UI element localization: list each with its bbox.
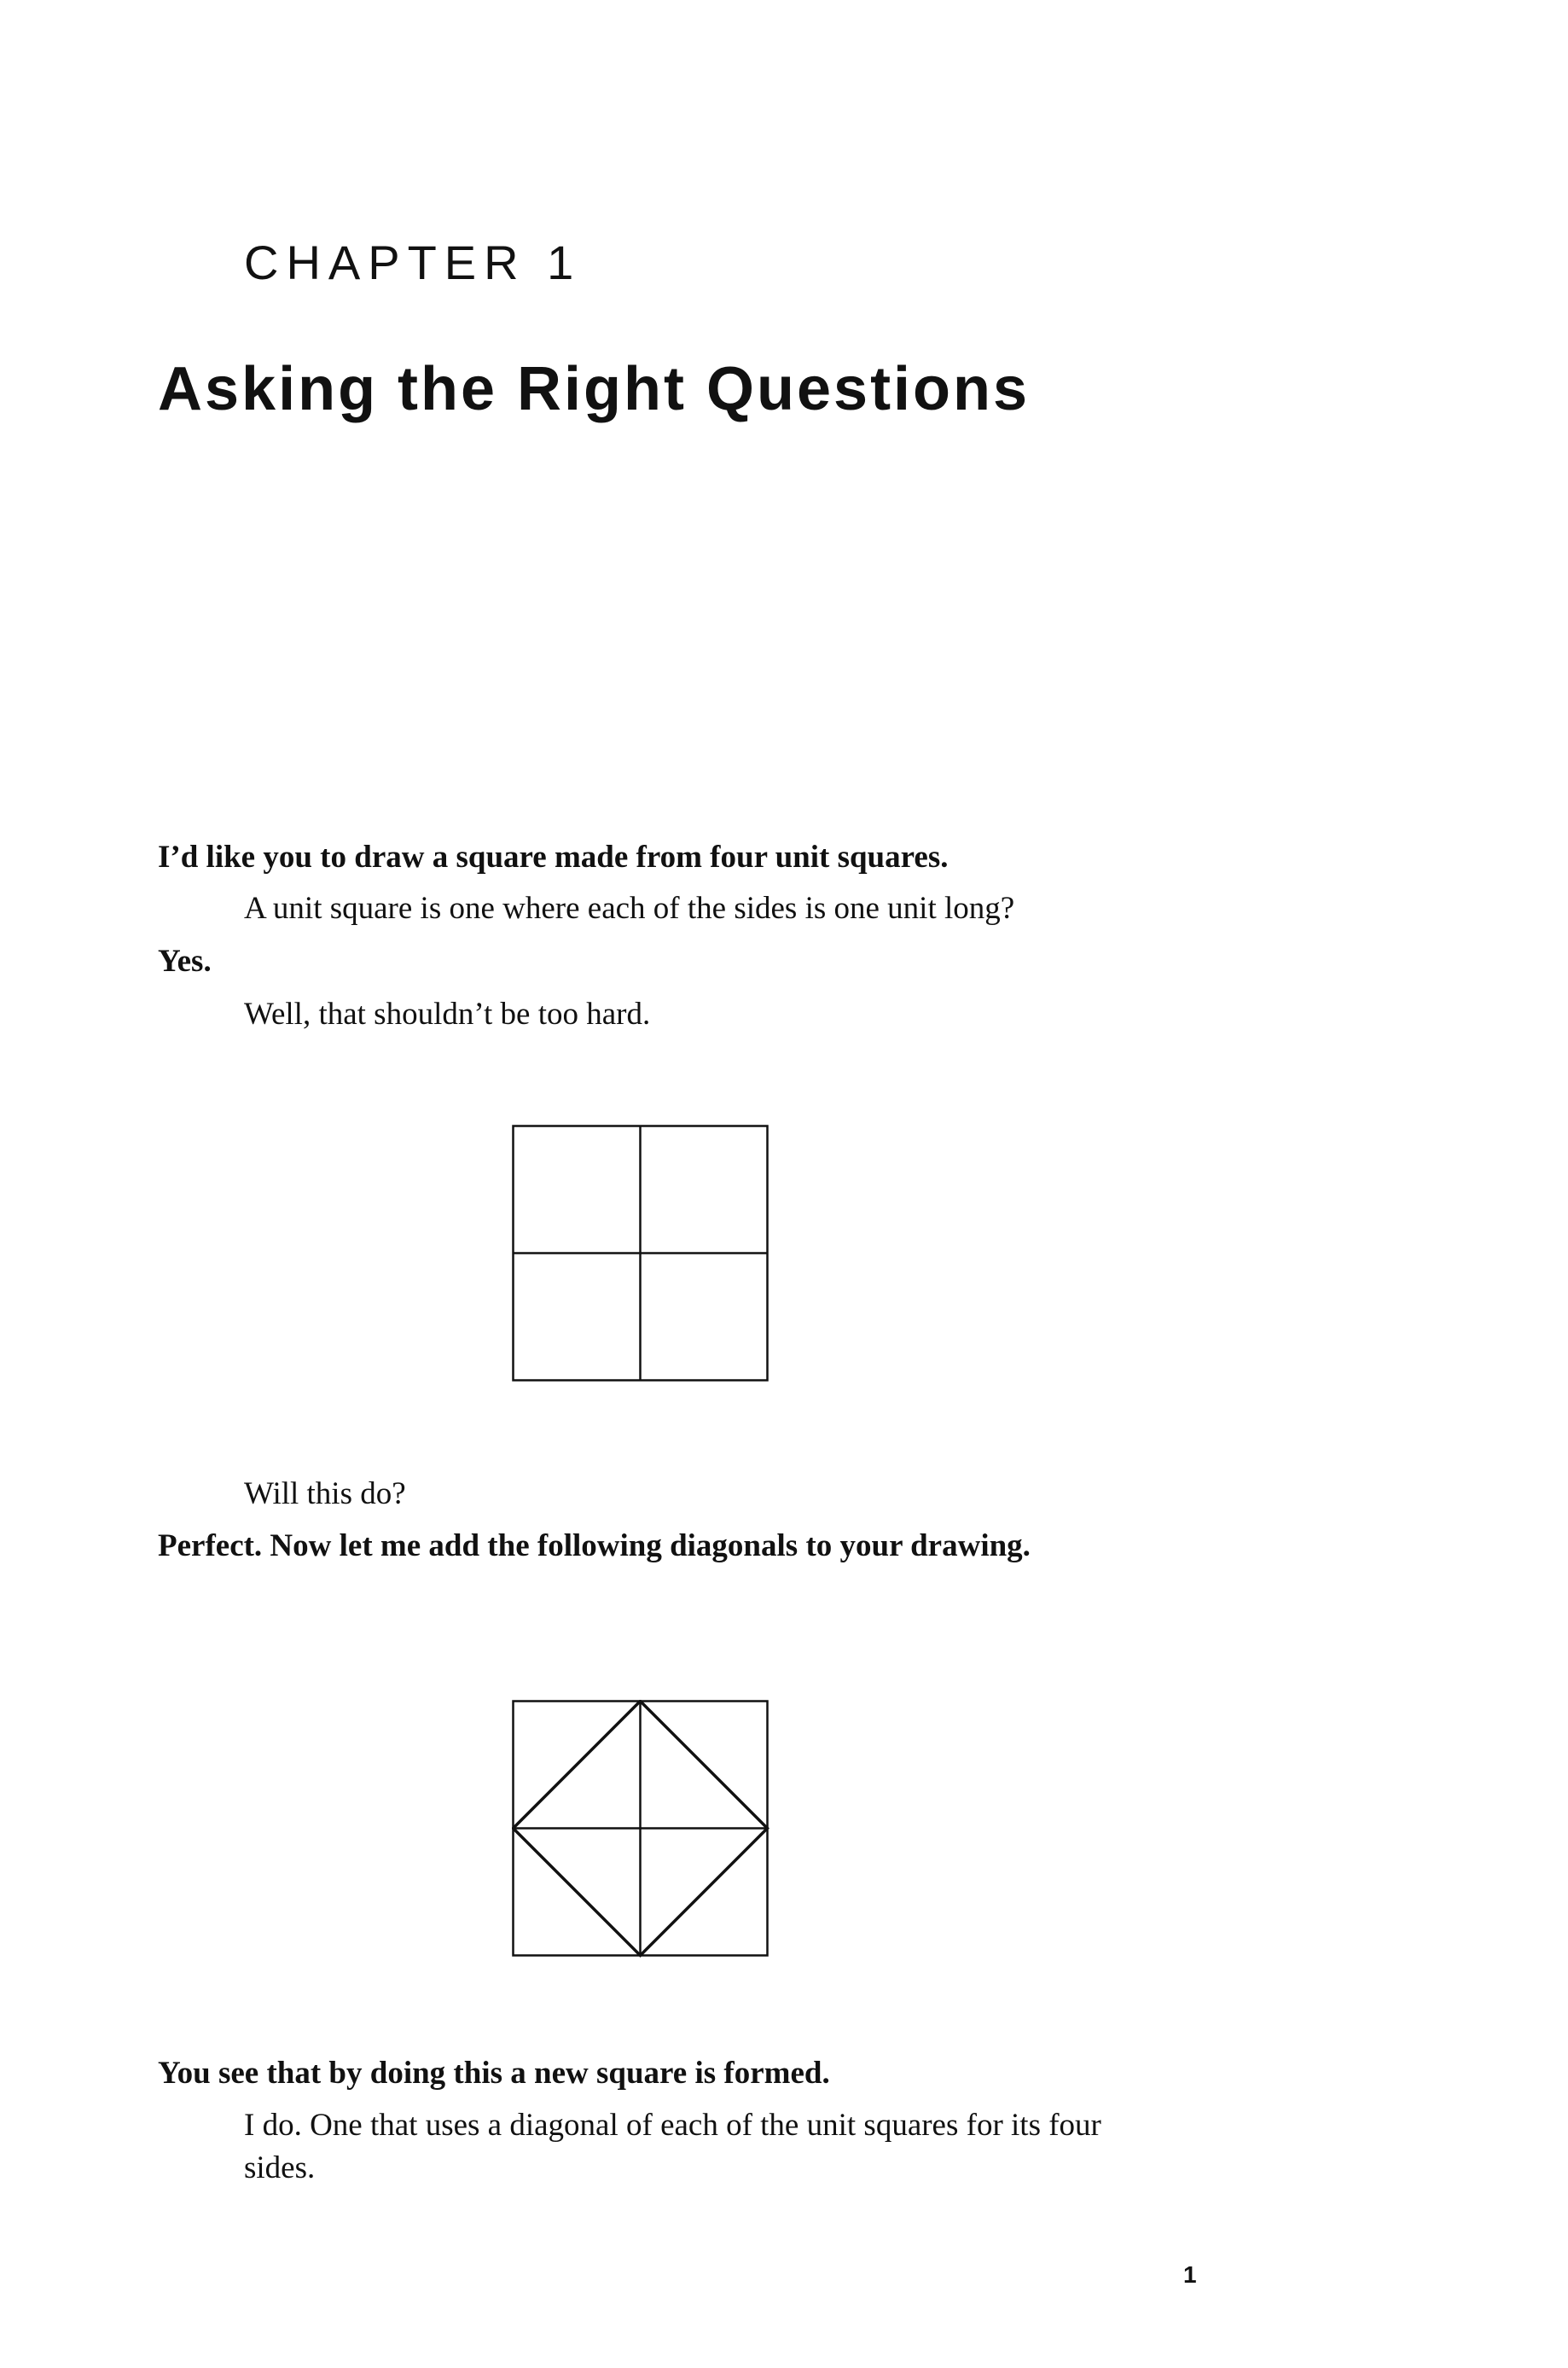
chapter-title: Asking the Right Questions [158,355,1031,423]
figure-diagonal-square [512,1700,772,1960]
dialogue-line-questioner: You see that by doing this a new square is formed. [158,2056,830,2091]
dialogue-line-respondent: A unit square is one where each of the sides is one unit long? [244,891,1015,926]
grid-with-inscribed-square-icon [512,1700,772,1960]
dialogue-line-respondent: Will this do? [244,1476,406,1511]
dialogue-line-respondent: I do. One that uses a diagonal of each of the unit squares for its four sides. [244,2108,1101,2185]
chapter-label: CHAPTER 1 [244,236,582,289]
page-number: 1 [1183,2261,1197,2288]
dialogue-line-respondent: Well, that shouldn’t be too hard. [244,997,651,1032]
dialogue-line-questioner: Perfect. Now let me add the following diagonals to your drawing. [158,1528,1031,1563]
dialogue-line-questioner: Yes. [158,944,212,979]
two-by-two-grid-icon [512,1125,772,1385]
dialogue-line-questioner: I’d like you to draw a square made from four unit squares. [158,840,949,875]
figure-unit-squares-grid [512,1125,772,1385]
